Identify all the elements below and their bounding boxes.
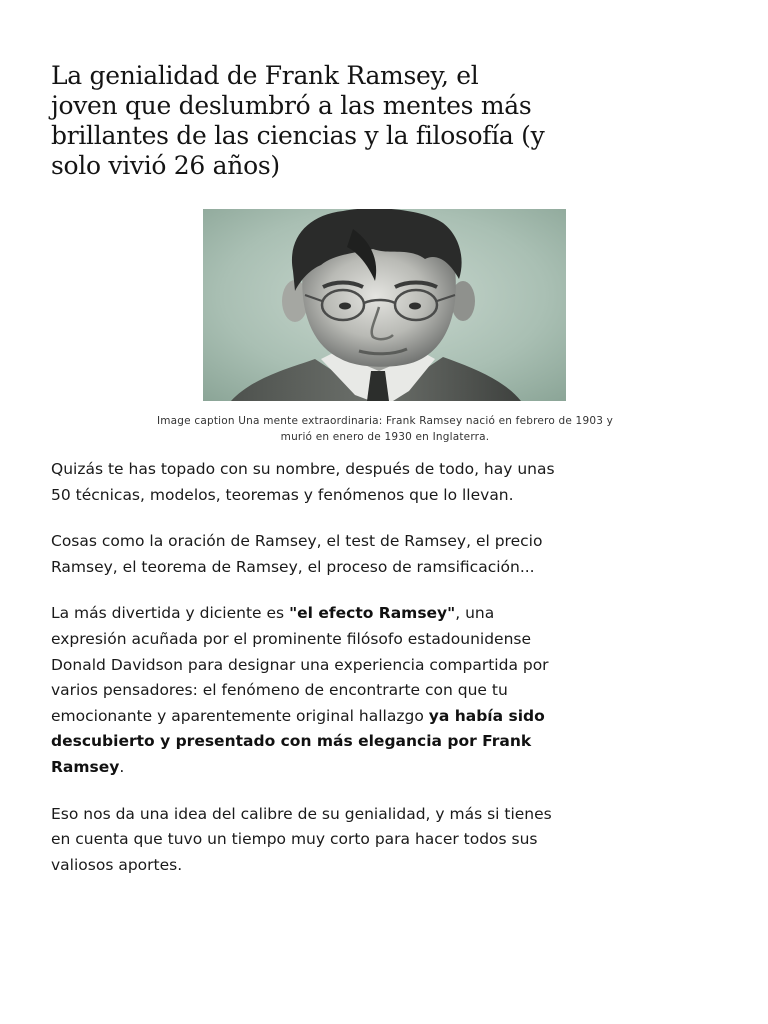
paragraph: Eso nos da una idea del calibre de su genialidad, y más si tienes en cuenta que tuvo un tiempo muy corto para hacer todos sus valiosos aportes. <box>51 804 552 874</box>
bold-text: "el efecto Ramsey" <box>289 604 456 623</box>
paragraph <box>51 601 561 780</box>
paragraph-text: La más divertida y diciente es <box>51 604 290 623</box>
paragraph: Cosas como la oración de Ramsey, el test de Ramsey, el precio Ramsey, el teorema de Ramsey, el proceso de ramsificación... <box>51 532 543 576</box>
article-title: La genialidad de Frank Ramsey, el joven que deslumbró a las mentes más brillantes de las ciencias y la filosofía (y solo vivió 26 años) <box>51 61 545 180</box>
paragraph: Quizás te has topado con su nombre, después de todo, hay unas 50 técnicas, modelos, teoremas y fenómenos que lo llevan. <box>51 460 555 504</box>
image-caption: Image caption Una mente extraordinaria: Frank Ramsey nació en febrero de 1903 y murió en enero de 1930 en Inglaterra. <box>156 415 614 443</box>
article-body <box>51 457 561 899</box>
paragraph-text: , una expresión acuñada por el prominente filósofo estadounidense Donald Davidson para designar una experiencia compartida por varios pensadores: el fenómeno de encontrarte con que tu emocionante y aparentemente original hallazgo <box>51 604 549 725</box>
bold-text: ya había sido descubierto y presentado con más elegancia por Frank Ramsey <box>51 706 545 776</box>
frank-ramsey-photo <box>203 209 566 401</box>
paragraph-text: . <box>119 757 125 776</box>
